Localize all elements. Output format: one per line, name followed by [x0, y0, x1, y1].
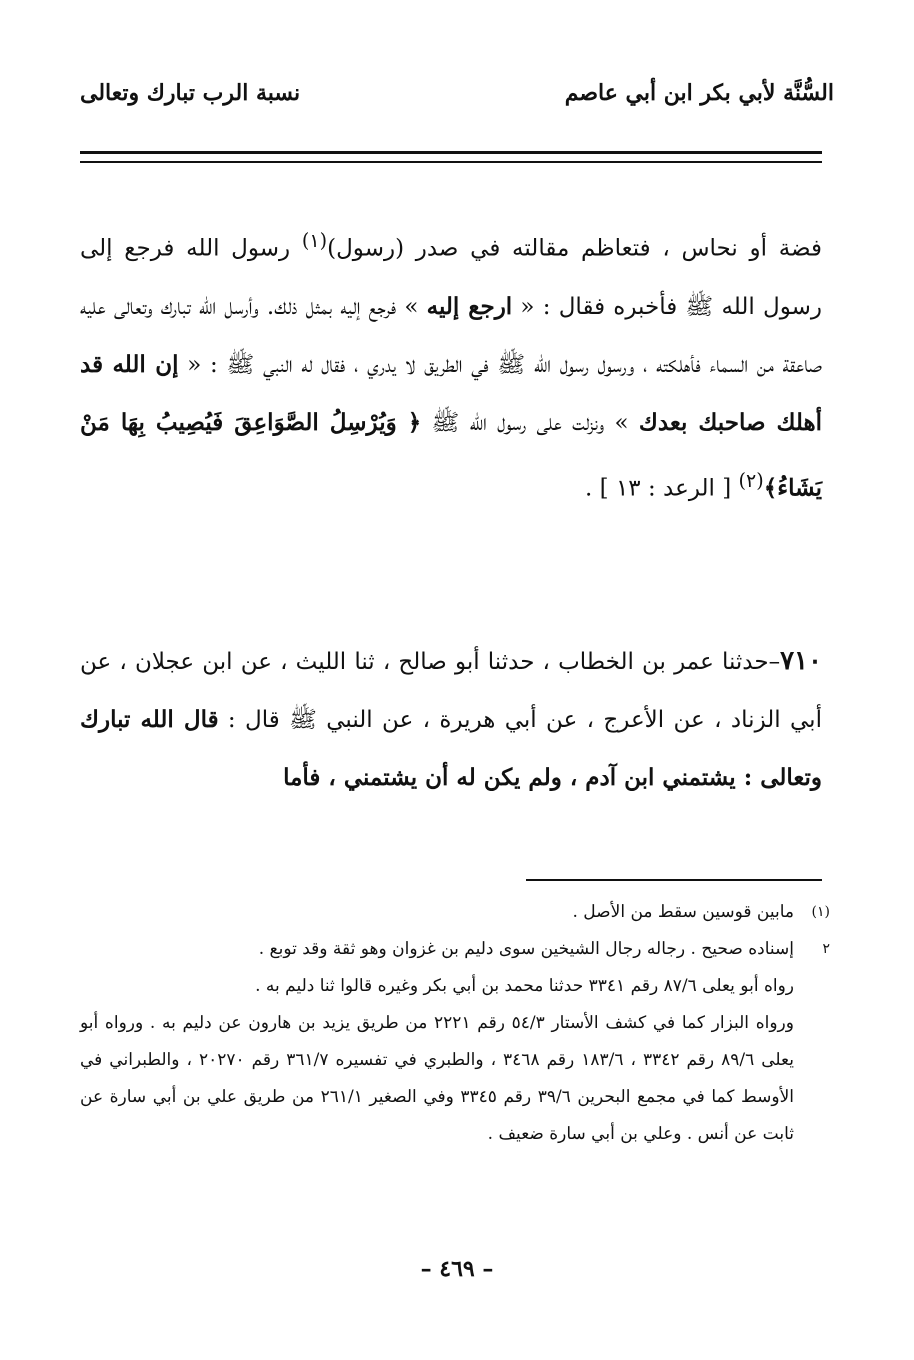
- footnote-line: مابين قوسين سقط من الأصل .: [572, 902, 794, 922]
- footnotes: [80, 894, 830, 1153]
- footnote-mark: (١): [811, 904, 830, 920]
- footnote-mark: ٢: [822, 941, 830, 957]
- footnote-line: إسناده صحيح . رجاله رجال الشيخين سوى دليم بن غزوان وهو ثقة وقد توبع .: [258, 939, 794, 959]
- text-run: رسول الله فرجع إلى رسول الله ﷺ فأخبره فقال : «: [80, 235, 822, 320]
- footnote-rule: [526, 879, 822, 881]
- page-number: – ٤٦٩ –: [420, 1256, 494, 1282]
- hadith-quote: إن الله قد أهلك صاحبك بعدك: [80, 350, 823, 436]
- footnote-ref-1: (١): [301, 229, 328, 252]
- header-rule-thick: [80, 151, 822, 154]
- hadith-quote: ارجع إليه: [426, 292, 513, 320]
- book-title: السُّنَّة لأبي بكر ابن أبي عاصم: [564, 80, 834, 106]
- footnote-2: [80, 931, 830, 1153]
- verse-citation: [ الرعد : ١٣ ] .: [585, 475, 739, 502]
- footnote-1: [80, 894, 830, 931]
- running-header: [80, 80, 834, 120]
- footnote-ref-2: (٢): [738, 468, 764, 492]
- isnad-text: –حدثنا عمر بن الخطاب ، حدثنا أبو صالح ، ثنا الليث ، عن ابن عجلان ، عن أبي الزناد ، عن الأعرج ، عن أبي هريرة ، عن النبي ﷺ قال :: [80, 649, 822, 733]
- footnote-line: رواه أبو يعلى ٨٧/٦ رقم ٣٣٤١ حدثنا محمد بن أبي بكر وغيره قالوا ثنا دليم به .: [255, 976, 794, 996]
- footnote-line: ورواه البزار كما في كشف الأستار ٥٤/٣ رقم ٢٢٢١ من طريق يزيد بن هارون عن دليم به . ورواه أبو يعلى ٨٩/٦ رقم ٣٣٤٢ ، ١٨٣/٦ رقم ٣٤٦٨ ، والطبري في تفسيره ٣٦١/٧ رقم ٢٠٢٧٠ ، والطبراني في الأوسط كما في مجمع البحرين ٣٩/٦ رقم ٣٣٤٥ وفي الصغير ٢٦١/١ من طريق علي بن أبي سارة عن ثابت عن أنس . وعلي بن أبي سارة ضعيف .: [80, 1013, 794, 1144]
- text-run: فضة أو نحاس ، فتعاظم مقالته في صدر (رسول): [327, 235, 822, 262]
- hadith-710: [80, 632, 822, 807]
- hadith-number: ٧١٠: [780, 646, 822, 676]
- header-rule-thin: [80, 161, 822, 163]
- text-run: » ونزلت على رسول الله ﷺ: [421, 409, 639, 436]
- body-paragraph-1: [80, 212, 822, 517]
- quran-verse: ﴿ وَيُرْسِلُ الصَّوَاعِقَ فَيُصِيبُ بِهَا مَنْ يَشَاءُ﴾: [80, 408, 822, 502]
- hadith-matn: قال الله تبارك وتعالى : يشتمني ابن آدم ، ولم يكن له أن يشتمني ، فأما: [80, 706, 822, 791]
- text-run: » فرجع إليه بمثل ذلك. وأرسل الله تبارك وتعالى عليه صاعقة من السماء فأهلكته ، ورسول رسول الله ﷺ في الطريق لا يدري ، فقال له النبي ﷺ : «: [80, 293, 822, 378]
- chapter-title: نسبة الرب تبارك وتعالى: [80, 80, 301, 106]
